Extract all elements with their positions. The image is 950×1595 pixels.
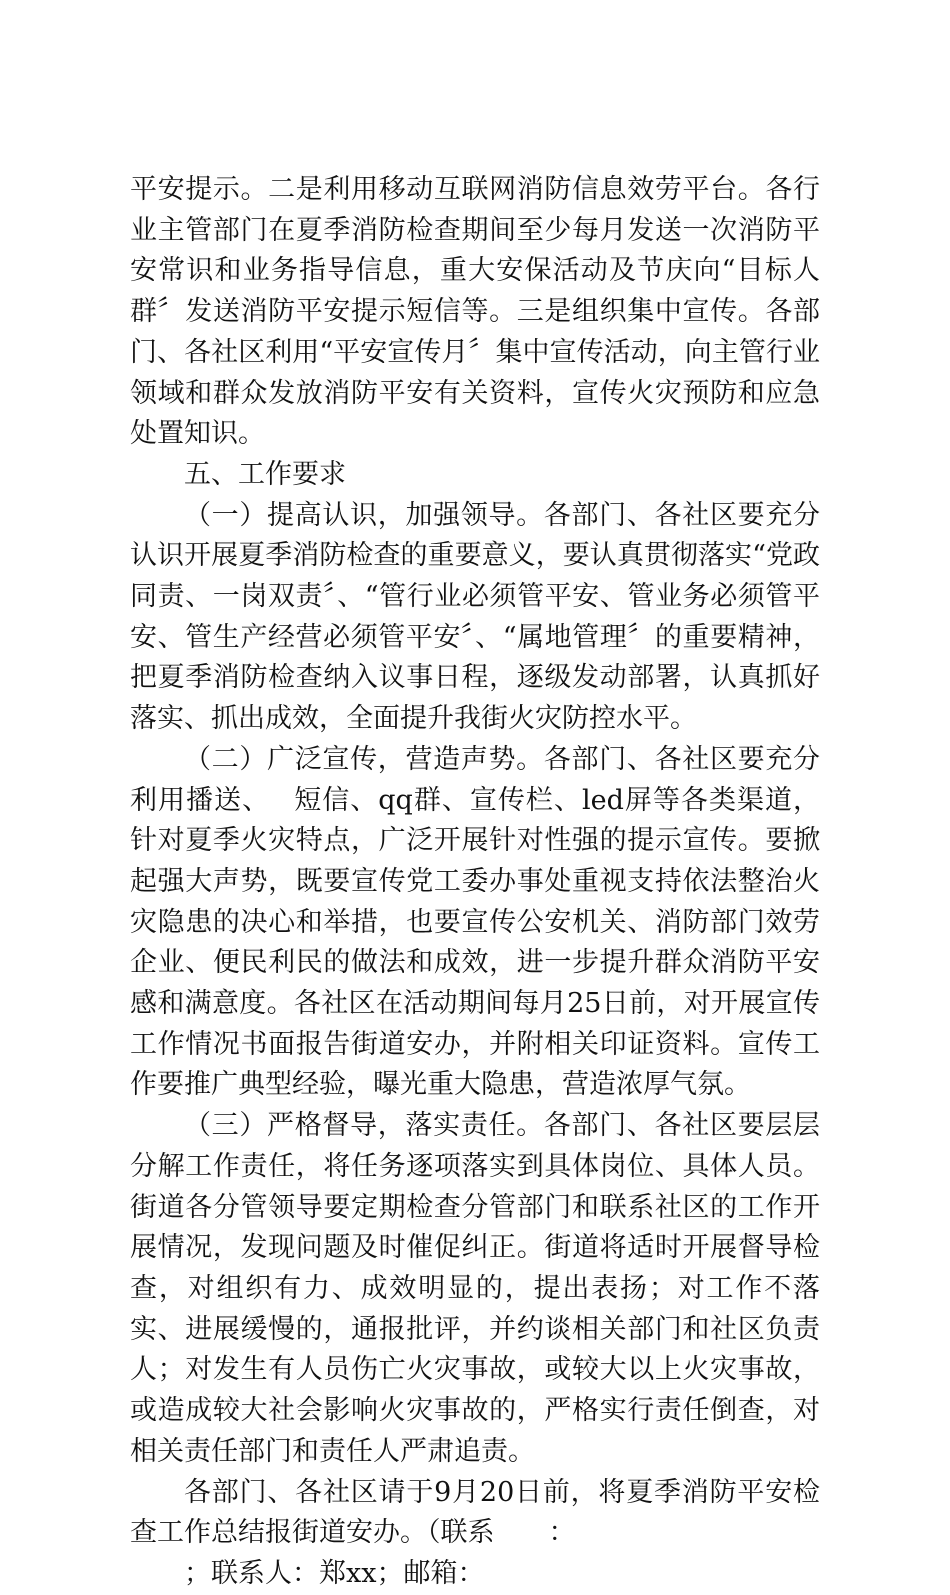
- document-body: [130, 170, 820, 1595]
- paragraph-submission-deadline: 各部门、各社区请于9月20日前，将夏季消防平安检查工作总结报街道安办。（联系 ：: [130, 1476, 820, 1549]
- paragraph-contact-info: ；联系人：郑xx；邮箱：: [184, 1557, 485, 1589]
- paragraph-requirement-2: （二）广泛宣传，营造声势。各部门、各社区要充分利用播送、 短信、qq群、宣传栏、led屏等各类渠道，针对夏季火灾特点，广泛开展针对性强的提示宣传。要掀起强大声势，既要宣传党工委办事处重视支持依法整治火灾隐患的决心和举措，也要宣传公安机关、消防部门效劳企业、便民利民的做法和成效，进一步提升群众消防平安感和满意度。各社区在活动期间每月25日前，对开展宣传工作情况书面报告街道安办，并附相关印证资料。宣传工作要推广典型经验，曝光重大隐患，营造浓厚气氛。: [130, 743, 820, 1101]
- paragraph-requirement-3: （三）严格督导，落实责任。各部门、各社区要层层分解工作责任，将任务逐项落实到具体岗位、具体人员。街道各分管领导要定期检查分管部门和联系社区的工作开展情况，发现问题及时催促纠正。街道将适时开展督导检查，对组织有力、成效明显的，提出表扬；对工作不落实、进展缓慢的，通报批评，并约谈相关部门和社区负责人；对发生有人员伤亡火灾事故，或较大以上火灾事故，或造成较大社会影响火灾事故的，严格实行责任倒查，对相关责任部门和责任人严肃追责。: [130, 1110, 820, 1467]
- paragraph-safety-tips: 平安提示。二是利用移动互联网消防信息效劳平台。各行业主管部门在夏季消防检查期间至少每月发送一次消防平安常识和业务指导信息，重大安保活动及节庆向“目标人群〞发送消防平安提示短信等。三是组织集中宣传。各部门、各社区利用“平安宣传月〞集中宣传活动，向主管行业领域和群众发放消防平安有关资料，宣传火灾预防和应急处置知识。: [130, 174, 820, 450]
- paragraph-requirement-1: （一）提高认识，加强领导。各部门、各社区要充分认识开展夏季消防检查的重要意义，要认真贯彻落实“党政同责、一岗双责〞、“管行业必须管平安、管业务必须管平安、管生产经营必须管平安〞、“属地管理〞的重要精神，把夏季消防检查纳入议事日程，逐级发动部署，认真抓好落实、抓出成效，全面提升我街火灾防控水平。: [130, 499, 820, 735]
- section-heading-work-requirements: 五、工作要求: [184, 458, 346, 490]
